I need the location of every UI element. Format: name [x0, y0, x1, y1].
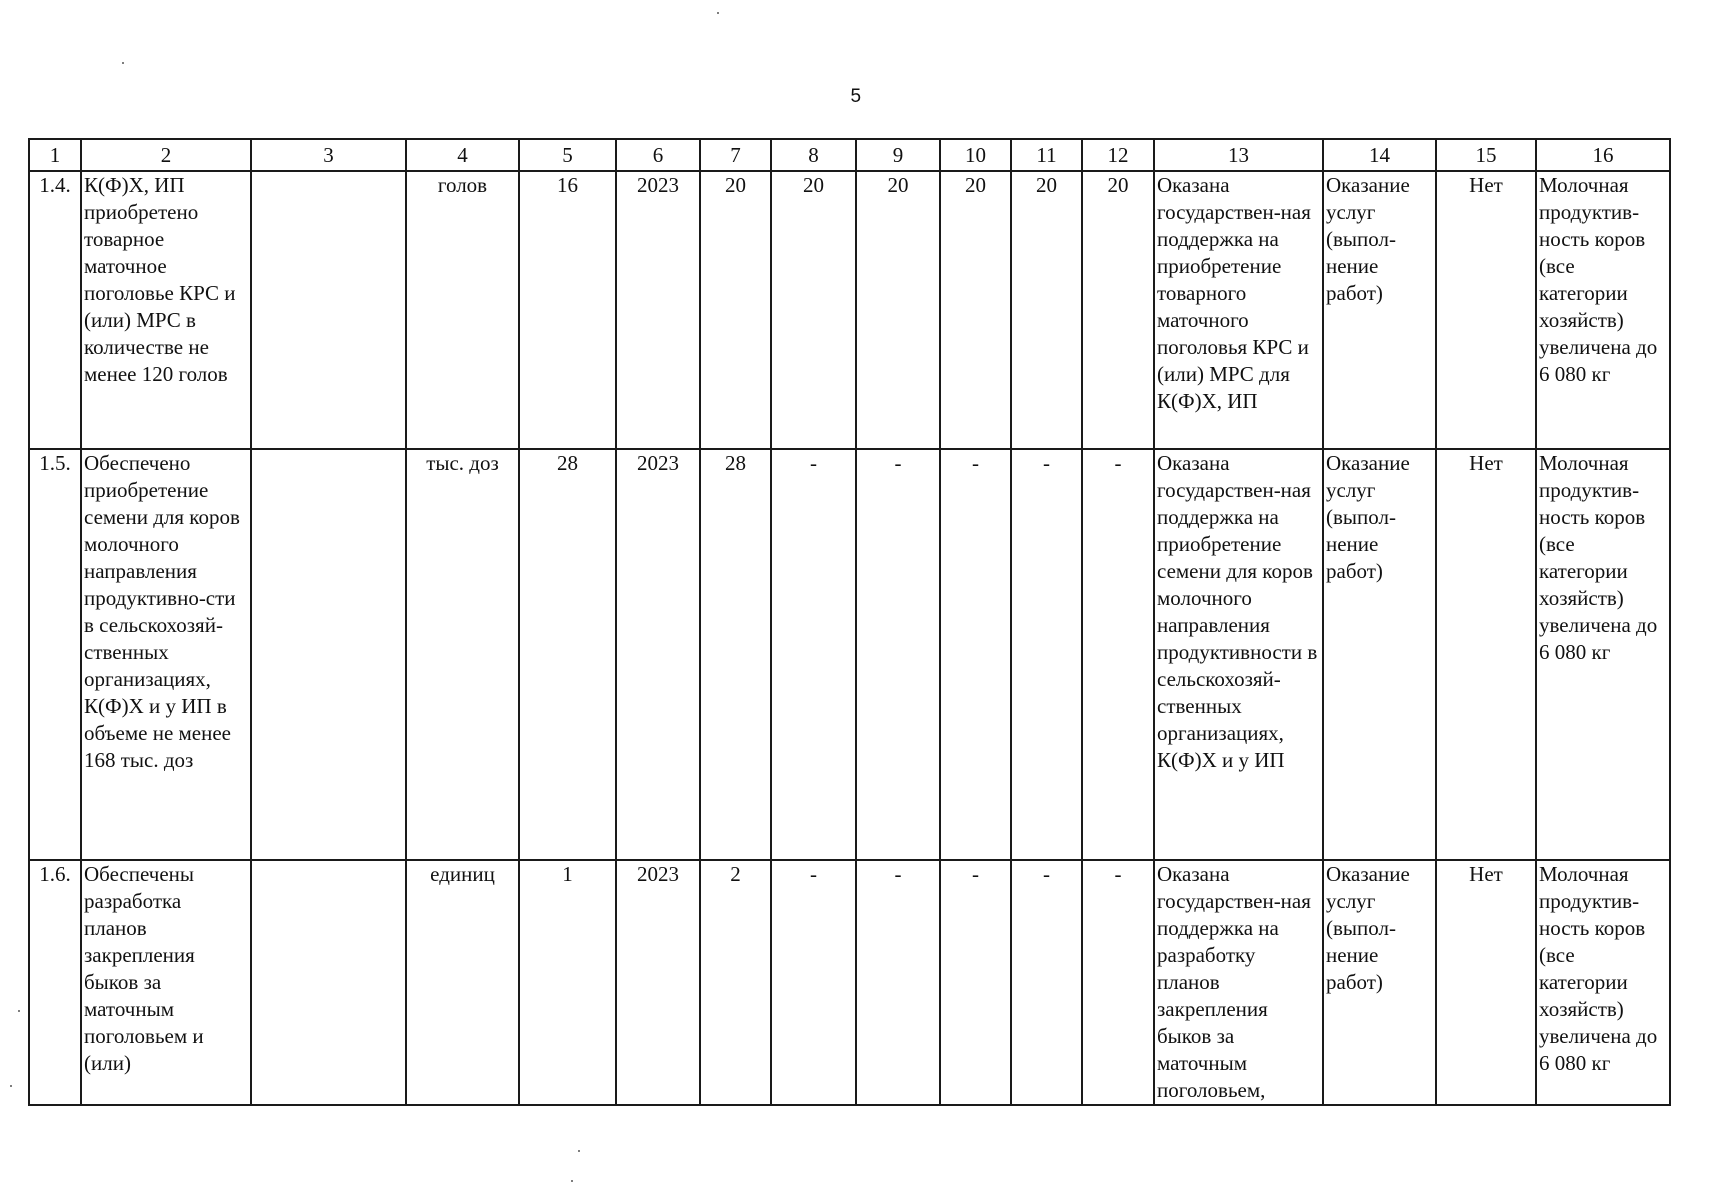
- value-col-8: -: [771, 860, 856, 1105]
- scan-speck: [571, 1180, 573, 1182]
- header-col-10: 10: [940, 139, 1011, 171]
- value-col-9: -: [856, 860, 940, 1105]
- row-number: 1.5.: [29, 449, 81, 860]
- value-col-8: -: [771, 449, 856, 860]
- header-row: [29, 139, 1670, 171]
- value-col-7: 20: [700, 171, 771, 449]
- value-col-12: 20: [1082, 171, 1154, 449]
- value-col-7: 28: [700, 449, 771, 860]
- col-15-cell: Нет: [1436, 449, 1536, 860]
- value-col-8: 20: [771, 171, 856, 449]
- result-cell: Оказана государствен-ная поддержка на приобретение семени для коров молочного направления продуктивности в сельскохозяй-ственных организациях, К(Ф)Х и у ИП: [1154, 449, 1323, 860]
- header-col-9: 9: [856, 139, 940, 171]
- table-row: [29, 860, 1670, 1105]
- plan-table: [28, 138, 1671, 1106]
- unit-cell: единиц: [406, 860, 519, 1105]
- result-cell: Оказана государствен-ная поддержка на приобретение товарного маточного поголовья КРС и (или) МРС для К(Ф)Х, ИП: [1154, 171, 1323, 449]
- unit-cell: голов: [406, 171, 519, 449]
- table-row: [29, 171, 1670, 449]
- row-number: 1.4.: [29, 171, 81, 449]
- header-col-2: 2: [81, 139, 251, 171]
- header-col-1: 1: [29, 139, 81, 171]
- measure-name: К(Ф)Х, ИП приобретено товарное маточное поголовье КРС и (или) МРС в количестве не менее 120 голов: [81, 171, 251, 449]
- type-cell: Оказание услуг (выпол-нение работ): [1323, 860, 1436, 1105]
- header-col-6: 6: [616, 139, 700, 171]
- header-col-16: 16: [1536, 139, 1670, 171]
- value-col-12: -: [1082, 860, 1154, 1105]
- value-col-11: -: [1011, 449, 1082, 860]
- table-row: [29, 449, 1670, 860]
- result-cell: Оказана государствен-ная поддержка на разработку планов закрепления быков за маточным поголовьем,: [1154, 860, 1323, 1105]
- header-col-5: 5: [519, 139, 616, 171]
- type-cell: Оказание услуг (выпол-нение работ): [1323, 449, 1436, 860]
- header-col-12: 12: [1082, 139, 1154, 171]
- header-col-3: 3: [251, 139, 406, 171]
- value-col-10: 20: [940, 171, 1011, 449]
- cell-col-3: [251, 449, 406, 860]
- col-15-cell: Нет: [1436, 860, 1536, 1105]
- table-header: [29, 139, 1670, 171]
- value-col-10: -: [940, 860, 1011, 1105]
- col-15-cell: Нет: [1436, 171, 1536, 449]
- header-col-4: 4: [406, 139, 519, 171]
- effect-cell: Молочная продуктив-ность коров (все категории хозяйств) увеличена до 6 080 кг: [1536, 860, 1670, 1105]
- cell-col-3: [251, 860, 406, 1105]
- header-col-8: 8: [771, 139, 856, 171]
- value-col-7: 2: [700, 860, 771, 1105]
- measure-name: Обеспечены разработка планов закрепления быков за маточным поголовьем и (или): [81, 860, 251, 1105]
- measure-name: Обеспечено приобретение семени для коров молочного направления продуктивно-сти в сельскохозяй-ственных организациях, К(Ф)Х и у ИП в объеме не менее 168 тыс. доз: [81, 449, 251, 860]
- header-col-15: 15: [1436, 139, 1536, 171]
- effect-cell: Молочная продуктив-ность коров (все категории хозяйств) увеличена до 6 080 кг: [1536, 171, 1670, 449]
- scan-speck: [18, 1010, 20, 1012]
- scan-speck: [578, 1150, 580, 1152]
- value-col-9: -: [856, 449, 940, 860]
- cell-col-3: [251, 171, 406, 449]
- row-number: 1.6.: [29, 860, 81, 1105]
- unit-cell: тыс. доз: [406, 449, 519, 860]
- scan-speck: [122, 62, 124, 64]
- base-value-cell: 28: [519, 449, 616, 860]
- base-year-cell: 2023: [616, 449, 700, 860]
- effect-cell: Молочная продуктив-ность коров (все категории хозяйств) увеличена до 6 080 кг: [1536, 449, 1670, 860]
- scan-speck: [717, 12, 719, 14]
- page-number: 5: [850, 86, 862, 107]
- base-value-cell: 16: [519, 171, 616, 449]
- value-col-11: -: [1011, 860, 1082, 1105]
- value-col-11: 20: [1011, 171, 1082, 449]
- type-cell: Оказание услуг (выпол-нение работ): [1323, 171, 1436, 449]
- header-col-11: 11: [1011, 139, 1082, 171]
- value-col-9: 20: [856, 171, 940, 449]
- header-col-7: 7: [700, 139, 771, 171]
- scan-speck: [10, 1085, 12, 1087]
- base-year-cell: 2023: [616, 860, 700, 1105]
- table-body: [29, 171, 1670, 1105]
- value-col-10: -: [940, 449, 1011, 860]
- value-col-12: -: [1082, 449, 1154, 860]
- header-col-14: 14: [1323, 139, 1436, 171]
- base-year-cell: 2023: [616, 171, 700, 449]
- header-col-13: 13: [1154, 139, 1323, 171]
- base-value-cell: 1: [519, 860, 616, 1105]
